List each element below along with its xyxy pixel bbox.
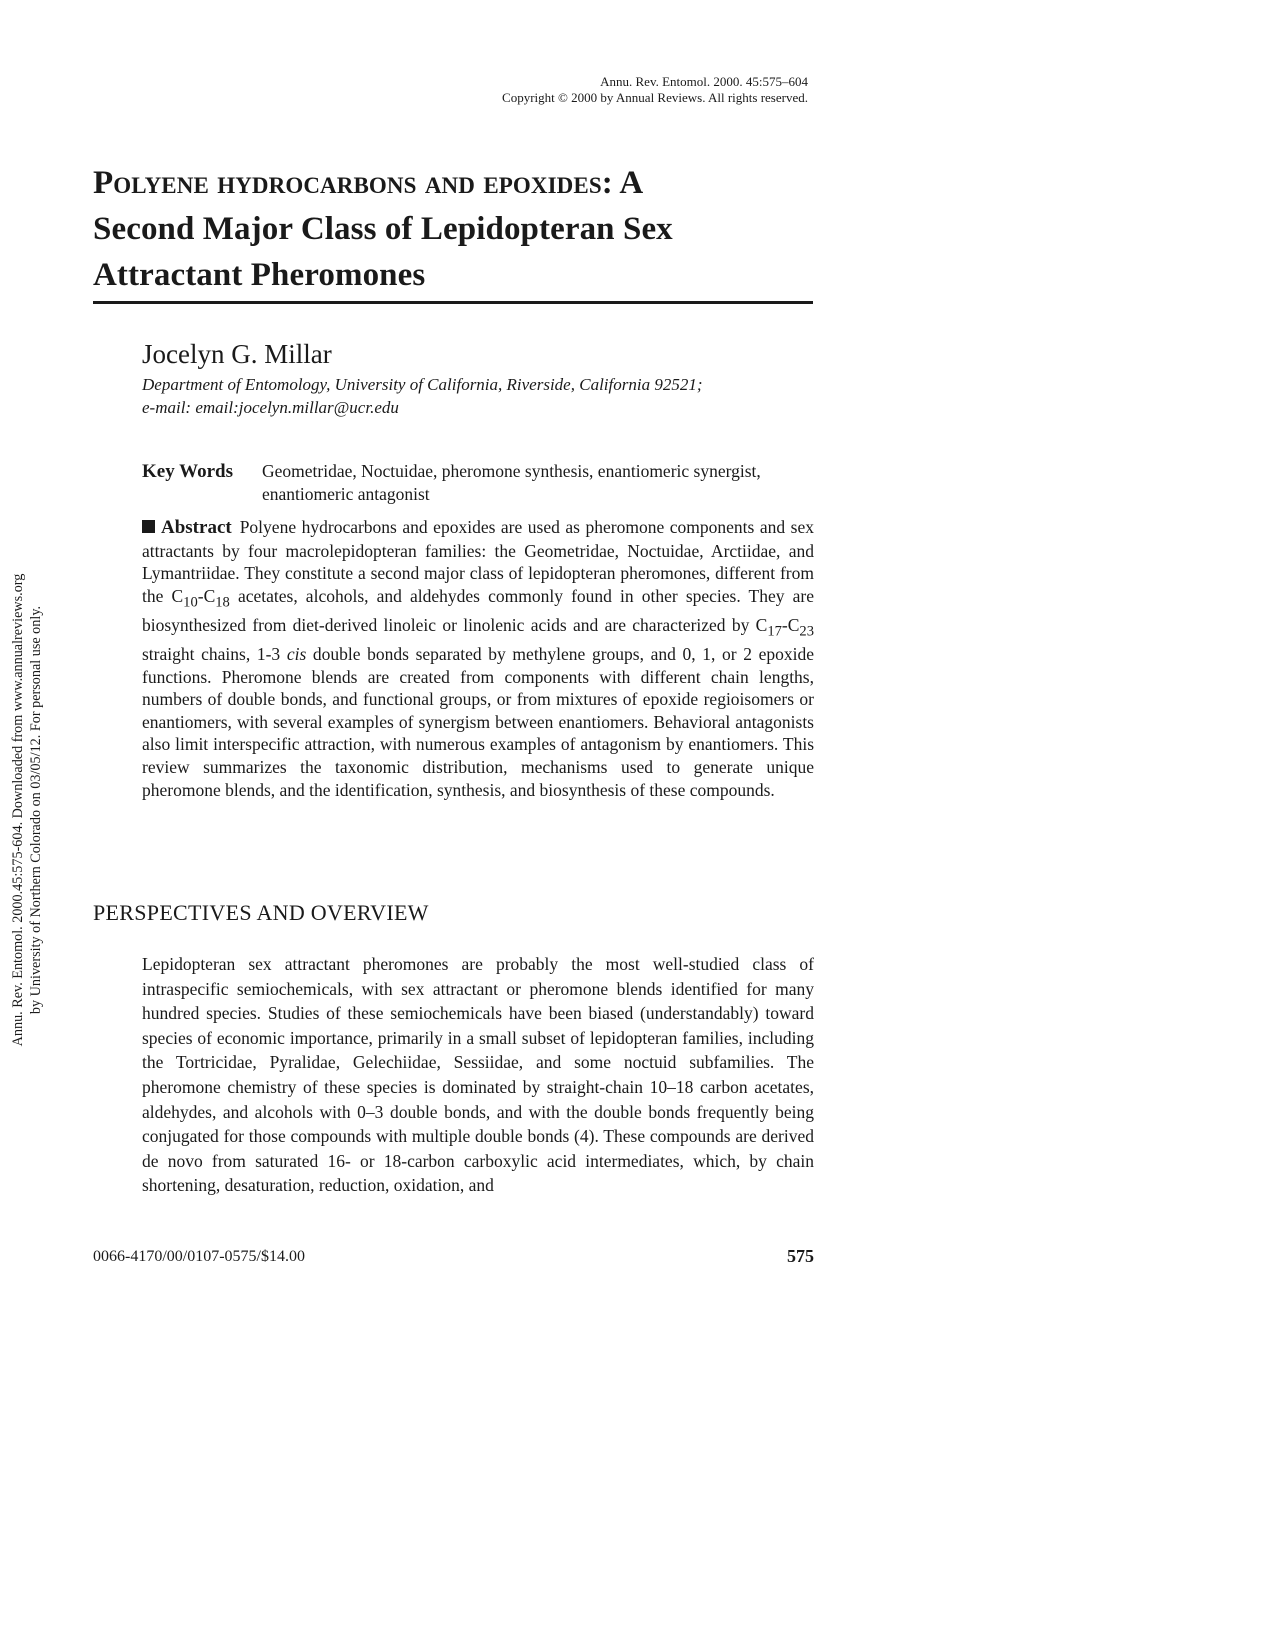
page-number: 575: [787, 1246, 814, 1266]
stamp-line-1: Annu. Rev. Entomol. 2000.45:575-604. Downloaded from www.annualreviews.org: [10, 573, 26, 1047]
abstract-dash-1: -C: [197, 585, 216, 606]
section-heading: PERSPECTIVES AND OVERVIEW: [93, 900, 429, 925]
abstract-label: Abstract: [161, 517, 232, 538]
subscript-23: 23: [799, 623, 814, 640]
stamp-line-2: by University of Northern Colorado on 03/05/12. For personal use only.: [28, 605, 44, 1015]
subscript-10: 10: [183, 594, 198, 611]
footer-code: 0066-4170/00/0107-0575/$14.00: [93, 1248, 305, 1265]
abstract-text-3: straight chains, 1-3: [142, 643, 287, 664]
affiliation-text: Department of Entomology, University of California, Riverside, California 92521;: [142, 375, 703, 394]
author-name: Jocelyn G. Millar: [142, 339, 332, 369]
abstract-text-4: double bonds separated by methylene groups, and 0, 1, or 2 epoxide functions. Pheromone blends are created from components with different chain lengths, numbers of double bonds, and functional groups, or from mixtures of epoxide regioisomers or enantiomers, with several examples of synergism between enantiomers. Behavioral antagonists also limit interspecific attraction, with numerous examples of antagonism by enantiomers. This review summarizes the taxonomic distribution, mechanisms used to generate unique pheromone blends, and the identification, synthesis, and biosynthesis of these compounds.: [142, 643, 815, 800]
title-part-2: Second Major Class of Lepidopteran Sex: [93, 211, 673, 247]
subscript-17: 17: [767, 623, 782, 640]
title-part-3: Attractant Pheromones: [93, 257, 426, 293]
download-stamp-text: [9, 574, 45, 1047]
abstract-text-1: Polyene hydrocarbons and epoxides are used as pheromone components and sex attractants by four macrolepidopteran families: the Geometridae, Noctuidae, Arctiidae, and Lymantriidae. They constitute a second major class of lepidopteran pheromones, different from the C: [142, 517, 814, 606]
title-divider: [93, 301, 813, 304]
author-email[interactable]: e-mail: email:jocelyn.millar@ucr.edu: [142, 398, 399, 417]
journal-citation: Annu. Rev. Entomol. 2000. 45:575–604: [600, 74, 808, 89]
abstract-block: [142, 516, 814, 801]
cis-italic: cis: [286, 643, 307, 664]
keywords-label: Key Words: [142, 461, 233, 482]
running-head: [502, 74, 808, 106]
keywords-text: Geometridae, Noctuidae, pheromone synthesis, enantiomeric synergist, enantiomeric antagonist: [262, 461, 761, 504]
abstract-text-2: acetates, alcohols, and aldehydes commonly found in other species. They are biosynthesized from diet-derived linoleic or linolenic acids and are characterized by C: [142, 585, 814, 635]
keywords-block: [142, 460, 814, 506]
body-paragraph: Lepidopteran sex attractant pheromones are probably the most well-studied class of intraspecific semiochemicals, with sex attractant or pheromone blends identified for many hundred species. Studies of these semiochemicals have been biased (understandably) toward species of economic importance, primarily in a small subset of lepidopteran families, including the Tortricidae, Pyralidae, Gelechiidae, Sessiidae, and some noctuid subfamilies. The pheromone chemistry of these species is dominated by straight-chain 10–18 carbon acetates, aldehydes, and alcohols with 0–3 double bonds, and with the double bonds frequently being conjugated for those compounds with multiple double bonds (4). These compounds are derived de novo from saturated 16- or 18-carbon carboxylic acid intermediates, which, by chain shortening, desaturation, reduction, oxidation, and: [142, 954, 814, 1196]
author-affiliation: [142, 373, 802, 419]
subscript-18: 18: [215, 594, 230, 611]
copyright-line: Copyright © 2000 by Annual Reviews. All rights reserved.: [502, 90, 808, 105]
download-stamp: [0, 0, 60, 1651]
article-title: [93, 160, 815, 298]
square-bullet-icon: [142, 520, 155, 533]
abstract-dash-2: -C: [781, 614, 800, 635]
title-part-1: Polyene hydrocarbons and epoxides: A: [93, 165, 644, 201]
